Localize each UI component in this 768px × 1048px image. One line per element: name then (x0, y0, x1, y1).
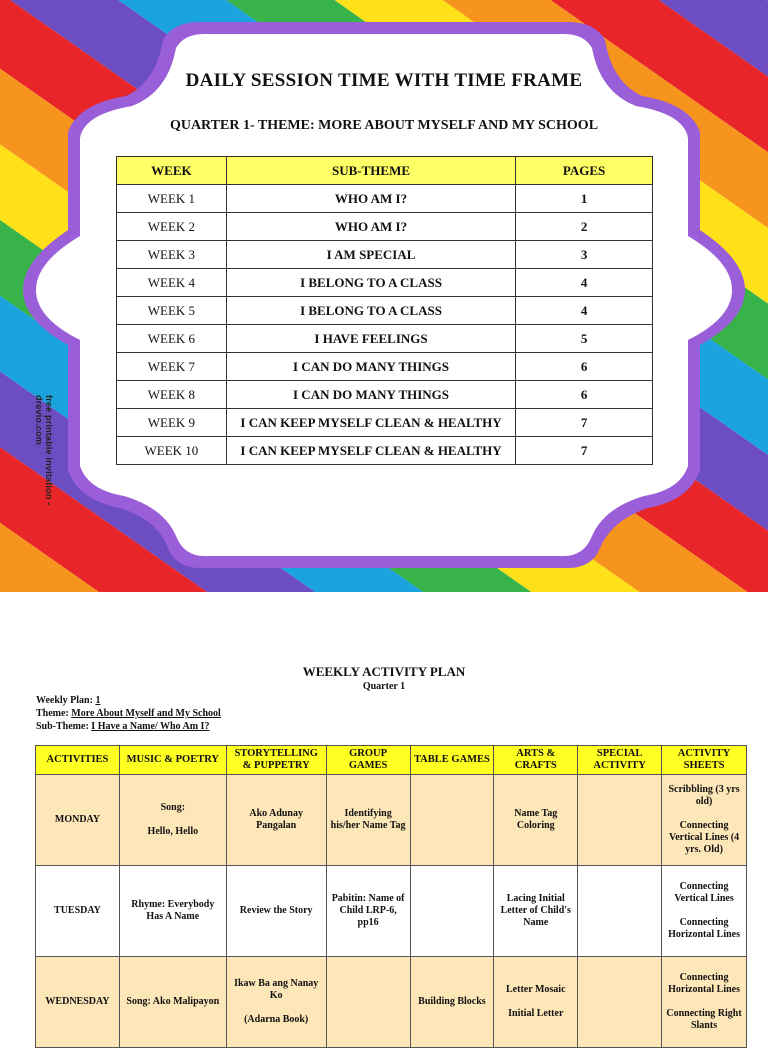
cell-text: Building Blocks (418, 996, 486, 1007)
sub-theme-cell: I CAN KEEP MYSELF CLEAN & HEALTHY (226, 437, 515, 465)
music-cell (119, 957, 226, 1048)
cell-text: Song: Ako Malipayon (126, 996, 220, 1007)
pages-cell: 2 (516, 213, 653, 241)
day-cell: WEDNESDAY (36, 957, 120, 1048)
cell-text: Song: (160, 802, 186, 813)
table-games-cell (410, 775, 494, 866)
weekly-plan-theme (36, 708, 221, 719)
week-row (117, 409, 653, 437)
week-cell: WEEK 7 (117, 353, 227, 381)
sub-theme-cell: I AM SPECIAL (226, 241, 515, 269)
pages-cell: 7 (516, 409, 653, 437)
pages-cell: 5 (516, 325, 653, 353)
pages-cell: 1 (516, 185, 653, 213)
week-table-header (117, 157, 653, 185)
weekly-plan-title: WEEKLY ACTIVITY PLAN (302, 664, 466, 679)
week-cell: WEEK 9 (117, 409, 227, 437)
meta-label: Weekly Plan: (36, 695, 96, 706)
cell-text: (Adarna Book) (244, 1014, 309, 1025)
week-row (117, 437, 653, 465)
header-sub-theme: SUB-THEME (226, 157, 515, 185)
header-activity-sheets: ACTIVITY SHEETS (662, 746, 747, 775)
cell-text: Connecting Vertical Lines (4 yrs. Old) (668, 820, 740, 855)
week-row (117, 241, 653, 269)
cell-text: Ako Adunay Pangalan (249, 808, 303, 831)
week-row (117, 185, 653, 213)
sub-theme-cell: I BELONG TO A CLASS (226, 269, 515, 297)
cell-text: Name Tag Coloring (514, 808, 558, 831)
arts-cell (494, 957, 578, 1048)
activity-row (36, 866, 747, 957)
cell-text: Identifying his/her Name Tag (330, 808, 406, 831)
special-cell (578, 957, 662, 1048)
sub-theme-cell: I CAN DO MANY THINGS (226, 381, 515, 409)
activity-row (36, 775, 747, 866)
pages-cell: 4 (516, 269, 653, 297)
week-row (117, 213, 653, 241)
week-row (117, 297, 653, 325)
header-storytelling: STORYTELLING & PUPPETRY (226, 746, 326, 775)
week-cell: WEEK 8 (117, 381, 227, 409)
group-games-cell (326, 775, 410, 866)
cell-text: Letter Mosaic (506, 984, 566, 995)
day-cell: TUESDAY (36, 866, 120, 957)
sub-theme-cell: I HAVE FEELINGS (226, 325, 515, 353)
week-row (117, 325, 653, 353)
header-arts-crafts: ARTS & CRAFTS (494, 746, 578, 775)
cell-text: Initial Letter (508, 1008, 564, 1019)
pages-cell: 4 (516, 297, 653, 325)
sheets-cell (662, 866, 747, 957)
meta-label: Sub-Theme: (36, 721, 92, 732)
music-cell (119, 866, 226, 957)
cell-text: Ikaw Ba ang Nanay Ko (234, 978, 319, 1001)
activity-row (36, 957, 747, 1048)
sub-theme-cell: WHO AM I? (226, 185, 515, 213)
week-row (117, 381, 653, 409)
cell-text: Connecting Horizontal Lines (668, 972, 741, 995)
cell-text: Pabitin: Name of Child LRP-6, pp16 (331, 893, 405, 928)
weekly-plan-quarter: Quarter 1 (362, 681, 406, 692)
header-music-poetry: MUSIC & POETRY (119, 746, 226, 775)
group-games-cell (326, 957, 410, 1048)
quarter-theme: QUARTER 1- THEME: MORE ABOUT MYSELF AND MY SCHOOL (169, 118, 599, 133)
activity-table-header (36, 746, 747, 775)
sub-theme-cell: WHO AM I? (226, 213, 515, 241)
story-cell (226, 775, 326, 866)
cell-text: Connecting Right Slants (666, 1008, 742, 1031)
meta-value: More About Myself and My School (71, 708, 221, 719)
cell-text: Review the Story (239, 905, 313, 916)
header-group-games: GROUP GAMES (326, 746, 410, 775)
story-cell (226, 957, 326, 1048)
week-cell: WEEK 1 (117, 185, 227, 213)
group-games-cell (326, 866, 410, 957)
table-games-cell (410, 866, 494, 957)
weekly-plan-subtheme (36, 721, 209, 732)
weekly-plan-number (36, 695, 100, 706)
cell-text: Lacing Initial Letter of Child's Name (500, 893, 571, 928)
special-cell (578, 775, 662, 866)
activity-table (35, 745, 747, 1048)
special-cell (578, 866, 662, 957)
header-pages: PAGES (516, 157, 653, 185)
pages-cell: 3 (516, 241, 653, 269)
arts-cell (494, 866, 578, 957)
header-week: WEEK (117, 157, 227, 185)
arts-cell (494, 775, 578, 866)
sheets-cell (662, 957, 747, 1048)
meta-label: Theme: (36, 708, 72, 719)
pages-cell: 6 (516, 353, 653, 381)
cell-text: Connecting Vertical Lines (674, 881, 734, 904)
week-cell: WEEK 6 (117, 325, 227, 353)
page-title: DAILY SESSION TIME WITH TIME FRAME (185, 70, 583, 91)
sheets-cell (662, 775, 747, 866)
watermark-text: free printable invitation - drevio.com (34, 395, 54, 506)
weekly-activity-page (0, 592, 768, 1031)
sub-theme-cell: I CAN DO MANY THINGS (226, 353, 515, 381)
table-games-cell (410, 957, 494, 1048)
week-cell: WEEK 4 (117, 269, 227, 297)
pages-cell: 6 (516, 381, 653, 409)
cell-text: Scribbling (3 yrs old) (668, 784, 740, 807)
header-table-games: TABLE GAMES (410, 746, 494, 775)
week-row (117, 269, 653, 297)
week-cell: WEEK 2 (117, 213, 227, 241)
music-cell (119, 775, 226, 866)
week-row (117, 353, 653, 381)
cell-text: Rhyme: Everybody Has A Name (131, 899, 215, 922)
week-cell: WEEK 10 (117, 437, 227, 465)
meta-value: I Have a Name/ Who Am I? (91, 721, 210, 732)
header-activities: ACTIVITIES (36, 746, 120, 775)
sub-theme-cell: I BELONG TO A CLASS (226, 297, 515, 325)
cell-text: Connecting Horizontal Lines (668, 917, 741, 940)
story-cell (226, 866, 326, 957)
sub-theme-cell: I CAN KEEP MYSELF CLEAN & HEALTHY (226, 409, 515, 437)
week-cell: WEEK 3 (117, 241, 227, 269)
pages-cell: 7 (516, 437, 653, 465)
header-special-activity: SPECIAL ACTIVITY (578, 746, 662, 775)
day-cell: MONDAY (36, 775, 120, 866)
cell-text: Hello, Hello (147, 826, 199, 837)
week-cell: WEEK 5 (117, 297, 227, 325)
week-table (116, 156, 653, 465)
meta-value: 1 (95, 695, 101, 706)
